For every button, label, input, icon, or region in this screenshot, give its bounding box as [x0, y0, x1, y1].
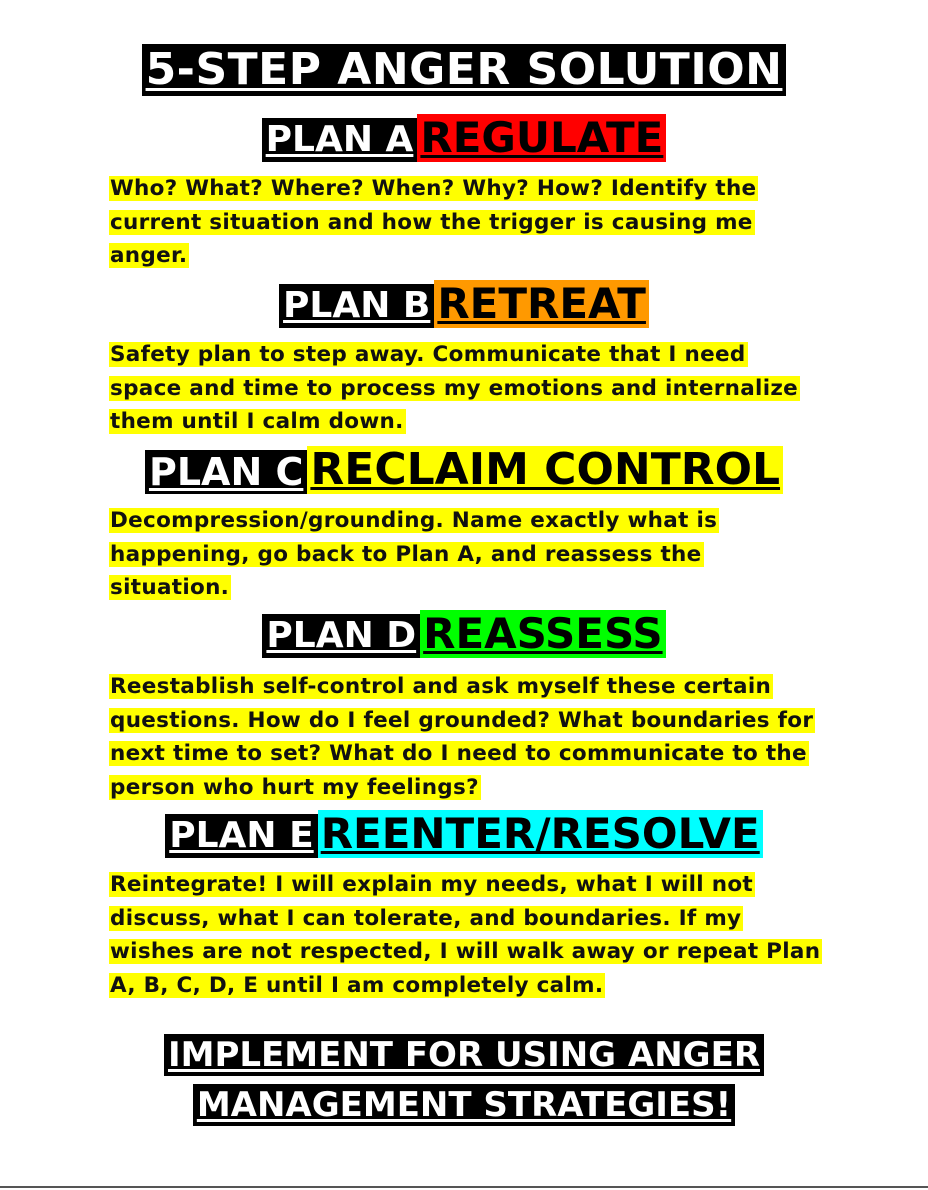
- page-bottom-rule: [0, 1186, 928, 1188]
- plan-b-label: PLAN B: [279, 284, 434, 328]
- plan-b-heading: [0, 280, 928, 328]
- document-title: 5-STEP ANGER SOLUTION: [142, 44, 787, 96]
- plan-e-text: Reintegrate! I will explain my needs, what I will not discuss, what I can tolerate, and boundaries. If my wishes are not respected, I will walk away or repeat Plan A, B, C, D, E until I am completely calm.: [110, 872, 821, 998]
- plan-d-label: PLAN D: [262, 614, 420, 658]
- plan-c-description: [109, 504, 821, 605]
- plan-e-word: REENTER/RESOLVE: [318, 810, 763, 858]
- plan-a-label: PLAN A: [262, 118, 418, 162]
- plan-c-word: RECLAIM CONTROL: [307, 446, 783, 494]
- plan-d-text: Reestablish self-control and ask myself these certain questions. How do I feel grounded? What boundaries for next time to set? What do I need to communicate to the person who hurt my feelings?: [110, 674, 814, 800]
- plan-e-description: [109, 868, 821, 1002]
- plan-e-label: PLAN E: [165, 814, 317, 858]
- plan-a-heading: [0, 114, 928, 162]
- plan-d-heading: [0, 610, 928, 658]
- footer-line-2: MANAGEMENT STRATEGIES!: [193, 1084, 735, 1126]
- plan-a-description: [109, 172, 821, 273]
- plan-a-text: Who? What? Where? When? Why? How? Identify the current situation and how the trigger is causing me anger.: [110, 176, 757, 268]
- plan-b-text: Safety plan to step away. Communicate that I need space and time to process my emotions and internalize them until I calm down.: [110, 342, 799, 434]
- plan-c-text: Decompression/grounding. Name exactly what is happening, go back to Plan A, and reassess the situation.: [110, 508, 718, 600]
- plan-b-word: RETREAT: [434, 280, 649, 328]
- plan-d-word: REASSESS: [420, 610, 665, 658]
- plan-a-word: REGULATE: [417, 114, 666, 162]
- footer-line-1: IMPLEMENT FOR USING ANGER: [164, 1034, 764, 1076]
- title-row: [0, 44, 928, 96]
- plan-b-description: [109, 338, 821, 439]
- plan-e-heading: [0, 810, 928, 858]
- footer-line-2-row: [0, 1084, 928, 1126]
- plan-c-label: PLAN C: [145, 450, 307, 494]
- plan-c-heading: [0, 446, 928, 494]
- plan-d-description: [109, 670, 821, 804]
- footer-line-1-row: [0, 1034, 928, 1076]
